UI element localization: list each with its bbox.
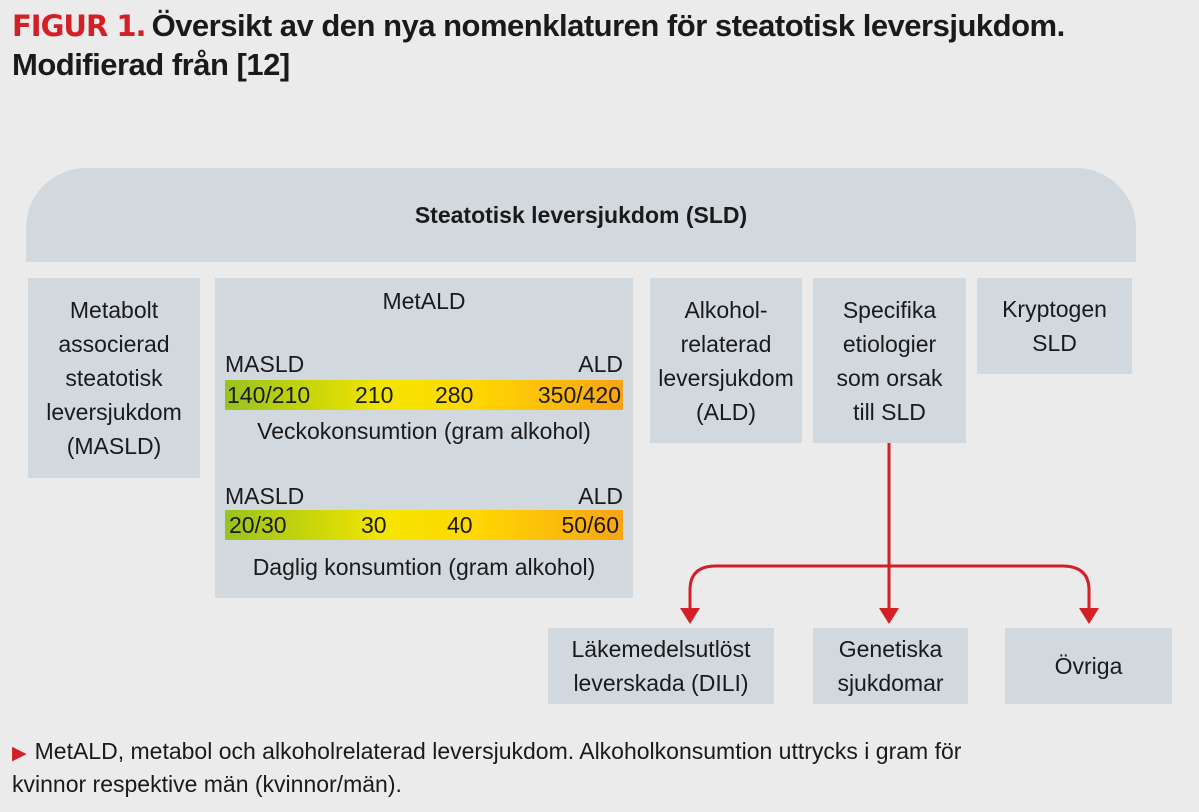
- footnote-line-1: [12, 736, 1187, 769]
- genetic-box: [813, 628, 968, 704]
- metald-title: MetALD: [382, 288, 466, 314]
- weekly-caption: Veckokonsumtion (gram alkohol): [257, 418, 591, 444]
- weekly-tick: 210: [355, 382, 394, 408]
- other-line: Övriga: [1054, 653, 1123, 679]
- figure-subtitle: Modifierad från [12]: [12, 47, 290, 82]
- daily-tick: 50/60: [561, 512, 619, 538]
- sld-banner-label: Steatotisk leversjukdom (SLD): [414, 202, 748, 228]
- ald-line: Alkohol-: [684, 296, 768, 323]
- arrowhead-left: [680, 608, 700, 624]
- daily-tick: 30: [361, 512, 387, 538]
- weekly-tick: 280: [435, 382, 474, 408]
- weekly-right-label: ALD: [578, 351, 623, 377]
- triangle-bullet-icon: ▶: [12, 743, 27, 764]
- branch-right: [889, 566, 1089, 612]
- dili-line: leverskada (DILI): [573, 670, 749, 696]
- ald-line: leversjukdom: [658, 364, 794, 391]
- ald-line: (ALD): [695, 398, 757, 425]
- other-box: [1005, 628, 1172, 704]
- branch-left: [690, 566, 889, 612]
- daily-right-label: ALD: [578, 483, 623, 509]
- daily-caption: Daglig konsumtion (gram alkohol): [252, 554, 596, 580]
- footnote-text-1: MetALD, metabol och alkoholrelaterad leversjukdom. Alkoholkonsumtion uttrycks i gram för: [34, 738, 962, 764]
- specific-line: Specifika: [842, 296, 937, 323]
- masld-line: associerad: [58, 331, 170, 357]
- genetic-line: Genetiska: [838, 636, 943, 662]
- weekly-left-label: MASLD: [225, 351, 305, 377]
- arrowhead-center: [879, 608, 899, 624]
- ald-line: relaterad: [680, 330, 772, 357]
- specific-line: som orsak: [836, 364, 943, 391]
- masld-line: steatotisk: [65, 365, 163, 391]
- dili-box: [548, 628, 774, 704]
- footnote: [12, 736, 1187, 800]
- masld-line: Metabolt: [69, 297, 159, 323]
- dili-line: Läkemedelsutlöst: [571, 636, 751, 662]
- arrowhead-right: [1079, 608, 1099, 624]
- masld-line: (MASLD): [66, 433, 162, 459]
- genetic-line: sjukdomar: [837, 670, 944, 696]
- specific-line: etiologier: [842, 330, 937, 357]
- weekly-tick: 350/420: [537, 382, 621, 408]
- figure-title: Översikt av den nya nomenklaturen för steatotisk leversjukdom.: [151, 8, 1065, 43]
- footnote-line-2: kvinnor respektive män (kvinnor/män).: [12, 771, 402, 797]
- cryptogenic-line: SLD: [1032, 330, 1077, 356]
- cryptogenic-line: Kryptogen: [1002, 296, 1107, 322]
- daily-left-label: MASLD: [225, 483, 305, 509]
- specific-line: till SLD: [853, 398, 926, 425]
- figure-label: FIGUR 1.: [12, 9, 146, 43]
- masld-line: leversjukdom: [46, 399, 182, 425]
- daily-tick: 20/30: [229, 512, 287, 538]
- weekly-tick: 140/210: [227, 382, 311, 408]
- daily-tick: 40: [447, 512, 473, 538]
